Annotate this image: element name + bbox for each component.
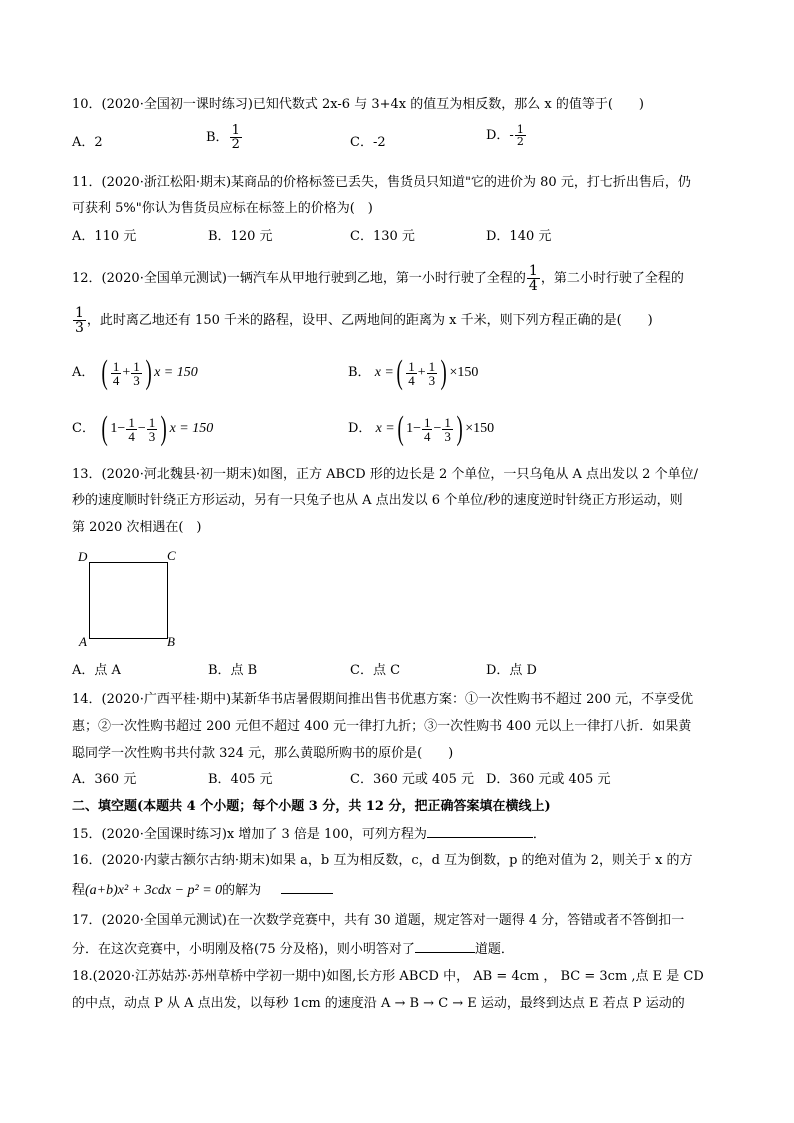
q12-option-b-expression: x =( $\frac{1}{4}$ + $\frac{1}{3}$ ) ×150 <box>374 354 479 391</box>
q11-option-c[interactable]: C．130 元 <box>350 229 415 244</box>
q14-line2: 惠；②一次性购书超过 200 元但不超过 400 元一律打九折；③一次性购书 400 元以上一律打八折．如果黄 <box>72 719 692 734</box>
vertex-label-c: C <box>167 548 176 563</box>
q12-fraction-quarter: $\frac{1}{4}$ <box>528 263 538 294</box>
q16-answer-blank[interactable] <box>281 881 333 894</box>
q17-line1: 17．(2020·全国单元测试)在一次数学竞赛中，共有 30 道题，规定答对一题得 4 分，答错或者不答倒扣一 <box>72 913 685 928</box>
q10-option-d-fraction: $\frac{1}{2}$ <box>516 123 524 148</box>
q13-option-d[interactable]: D．点 D <box>486 663 537 678</box>
q13-option-b[interactable]: B．点 B <box>208 663 258 678</box>
q10-option-b[interactable] <box>206 124 243 151</box>
q12-option-a-expression: ( $\frac{1}{4}$ + $\frac{1}{3}$ ) x = 150 <box>101 354 198 391</box>
q10-option-b-label: B． <box>206 130 229 145</box>
q15-answer-blank[interactable] <box>427 825 533 838</box>
q13-line1: 13．(2020·河北魏县·初一期末)如图，正方 ABCD 形的边长是 2 个单位，一只乌龟从 A 点出发以 2 个单位/ <box>72 467 698 482</box>
q14-line1: 14．(2020·广西平桂·期中)某新华书店暑假期间推出售书优惠方案：①一次性购书不超过 200 元，不享受优 <box>72 692 694 707</box>
q10-option-b-fraction: $\frac{1}{2}$ <box>231 123 240 152</box>
q16-equation: (a+b)x² + 3cdx − p² = 0 <box>85 883 223 898</box>
vertex-label-b: B <box>167 634 175 649</box>
q13-option-a[interactable]: A．点 A <box>72 663 121 678</box>
section-fill-in-heading: 二、填空题(本题共 4 个小题；每个小题 3 分，共 12 分，把正确答案填在横线上) <box>72 799 551 814</box>
q15-line: 15．(2020·全国课时练习)x 增加了 3 倍是 100，可列方程为 ． <box>72 827 546 842</box>
q14-option-b[interactable]: B．405 元 <box>208 772 273 787</box>
q13-line3: 第 2020 次相遇在( ) <box>72 520 202 535</box>
square-abcd <box>89 562 168 639</box>
vertex-label-d: D <box>78 549 88 564</box>
q18-line1: 18.(2020·江苏姑苏·苏州草桥中学初一期中)如图,长方形 ABCD 中， AB = 4cm ， BC = 3cm ,点 E 是 CD <box>72 969 704 984</box>
q10-option-c[interactable]: C．-2 <box>350 135 386 150</box>
q14-option-a[interactable]: A．360 元 <box>72 772 137 787</box>
q11-line2: 可获利 5%"你认为售货员应标在标签上的价格为( ) <box>72 201 373 216</box>
q12-line1: 12．(2020·全国单元测试)一辆汽车从甲地行驶到乙地，第一小时行驶了全程的 $\frac{1}{4}$ ，第二小时行驶了全程的 <box>72 263 684 294</box>
q10-stem: 10．(2020·全国初一课时练习)已知代数式 2x-6 与 3+4x 的值互为相反数，那么 x 的值等于( ) <box>72 97 644 112</box>
q10-option-d-label: D．- <box>486 128 514 143</box>
q12-option-d[interactable]: D． x =( 1− $\frac{1}{4}$ − $\frac{1}{3}$ ) ×150 <box>348 410 495 447</box>
q13-line2: 秒的速度顺时针绕正方形运动，另有一只兔子也从 A 点出发以 6 个单位/秒的速度逆时针绕正方形运动，则 <box>72 493 683 508</box>
q14-option-d[interactable]: D．360 元或 405 元 <box>486 772 611 787</box>
q12-option-b[interactable]: B． x =( $\frac{1}{4}$ + $\frac{1}{3}$ ) ×150 <box>348 354 479 391</box>
q11-option-b[interactable]: B．120 元 <box>208 229 273 244</box>
q12-option-d-expression: x =( 1− $\frac{1}{4}$ − $\frac{1}{3}$ ) ×150 <box>375 410 495 447</box>
q12-option-c-expression: ( 1− $\frac{1}{4}$ − $\frac{1}{3}$ ) x = 150 <box>101 410 214 447</box>
q17-answer-blank[interactable] <box>415 940 475 953</box>
q12-option-a[interactable]: A． ( $\frac{1}{4}$ + $\frac{1}{3}$ ) x = 150 <box>72 354 198 391</box>
q18-line2: 的中点，动点 P 从 A 点出发，以每秒 1cm 的速度沿 A → B → C → E 运动，最终到达点 E 若点 P 运动的 <box>72 996 685 1011</box>
q11-line1: 11．(2020·浙江松阳·期末)某商品的价格标签已丢失，售货员只知道"它的进价为 80 元，打七折出售后，仍 <box>72 175 691 190</box>
q11-option-a[interactable]: A．110 元 <box>72 229 137 244</box>
q16-line1: 16．(2020·内蒙古额尔古纳·期末)如果 a，b 互为相反数，c，d 互为倒数，p 的绝对值为 2，则关于 x 的方 <box>72 853 693 868</box>
q11-option-d[interactable]: D．140 元 <box>486 229 552 244</box>
q10-option-d[interactable] <box>486 124 527 147</box>
q17-line2: 分．在这次竞赛中，小明刚及格(75 分及格)，则小明答对了 道题． <box>72 942 514 957</box>
q13-option-c[interactable]: C．点 C <box>350 663 401 678</box>
q10-option-a[interactable]: A．2 <box>72 135 103 150</box>
q14-line3: 聪同学一次性购书共付款 324 元，那么黄聪所购书的原价是( ) <box>72 746 454 761</box>
q12-line2: $\frac{1}{3}$ ，此时离乙地还有 150 千米的路程，设甲、乙两地间的距离为 x 千米，则下列方程正确的是( ) <box>75 305 653 336</box>
q12-fraction-third: $\frac{1}{3}$ <box>75 305 84 336</box>
q14-option-c[interactable]: C．360 元或 405 元 <box>350 772 474 787</box>
vertex-label-a: A <box>79 634 87 649</box>
q12-option-c[interactable]: C． ( 1− $\frac{1}{4}$ − $\frac{1}{3}$ ) x = 150 <box>72 410 214 447</box>
q16-line2: 程(a+b)x² + 3cdx − p² = 0的解为 <box>72 881 333 900</box>
